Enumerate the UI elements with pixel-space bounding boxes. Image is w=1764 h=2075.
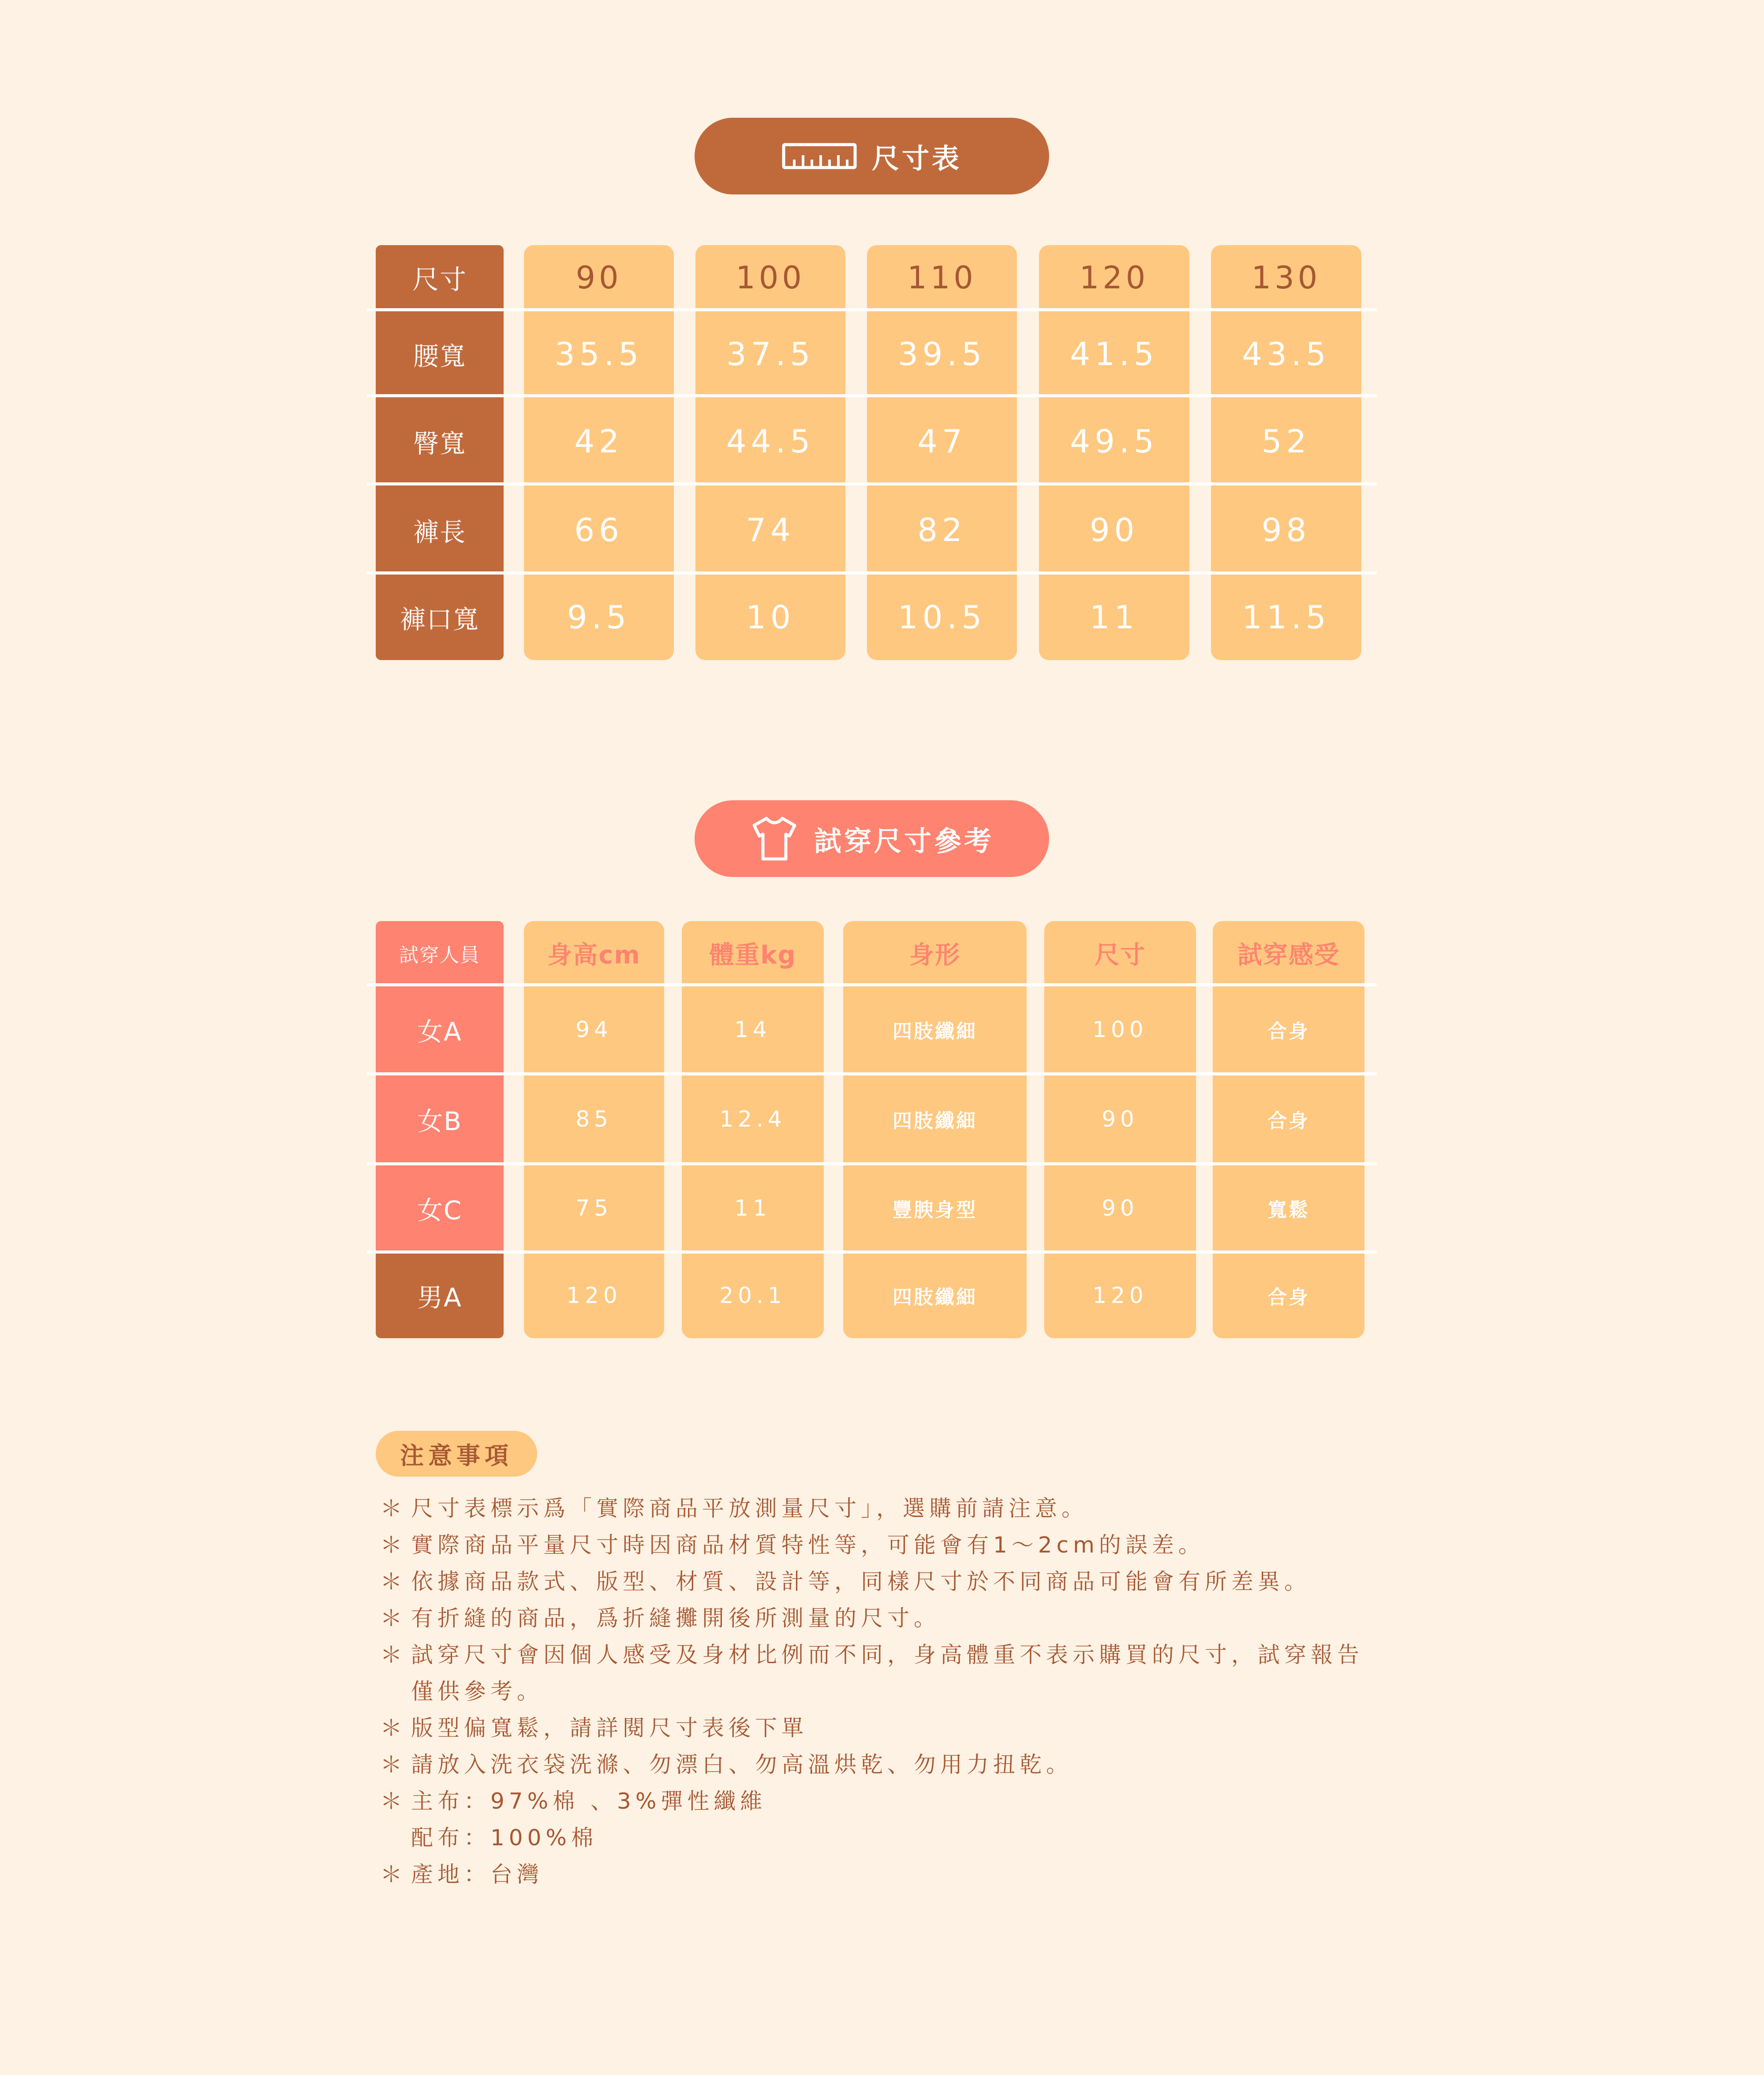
asterisk-icon: ＊ bbox=[380, 1788, 407, 1814]
note-item bbox=[380, 1747, 1394, 1783]
size-row-label: 褲長 bbox=[413, 517, 466, 547]
asterisk-icon: ＊ bbox=[380, 1496, 407, 1521]
note-line: 請放入洗衣袋洗滌、勿漂白、勿高溫烘乾、勿用力扭乾。 bbox=[411, 1752, 1073, 1777]
try-on-header-label: 試穿人員 bbox=[399, 944, 480, 967]
try-on-value-cell: 14 bbox=[734, 1017, 771, 1042]
note-item bbox=[380, 1783, 1394, 1856]
note-text bbox=[411, 1600, 940, 1637]
size-value-cell: 82 bbox=[917, 511, 967, 549]
note-line: 版型偏寬鬆，請詳閱尺寸表後下單 bbox=[411, 1715, 808, 1741]
note-item bbox=[380, 1710, 1394, 1747]
size-header-cell: 120 bbox=[1079, 260, 1149, 296]
try-on-value-cell: 寬鬆 bbox=[1267, 1199, 1310, 1221]
row-separator bbox=[367, 394, 1377, 397]
notes-title: 注意事項 bbox=[400, 1441, 513, 1470]
size-value-cell: 11.5 bbox=[1242, 599, 1330, 636]
size-value-cell: 10 bbox=[746, 599, 795, 636]
row-separator bbox=[367, 308, 1377, 311]
size-header-label: 尺寸 bbox=[412, 265, 467, 295]
asterisk-icon: ＊ bbox=[380, 1642, 407, 1668]
try-on-title-pill bbox=[695, 800, 1049, 877]
size-header-cell: 110 bbox=[907, 260, 977, 296]
try-on-value-cell: 豐腴身型 bbox=[893, 1199, 977, 1221]
try-on-value-cell: 四肢纖細 bbox=[893, 1110, 977, 1132]
try-on-title: 試穿尺寸參考 bbox=[814, 825, 994, 857]
try-on-value-cell: 75 bbox=[576, 1195, 613, 1221]
try-on-value-cell: 94 bbox=[576, 1017, 613, 1042]
size-value-cell: 47 bbox=[917, 423, 967, 460]
note-line: 依據商品款式、版型、材質、設計等，同樣尺寸於不同商品可能會有所差異。 bbox=[411, 1569, 1311, 1594]
size-value-cell: 9.5 bbox=[567, 599, 631, 636]
note-line: 產地：台灣 bbox=[411, 1862, 543, 1887]
size-value-cell: 39.5 bbox=[897, 335, 987, 373]
size-value-cell: 66 bbox=[574, 511, 624, 549]
size-value-cell: 37.5 bbox=[726, 335, 815, 373]
try-on-value-cell: 四肢纖細 bbox=[893, 1286, 977, 1309]
note-line: 實際商品平量尺寸時因商品材質特性等，可能會有1～2cm的誤差。 bbox=[411, 1532, 1205, 1558]
try-on-value-cell: 11 bbox=[734, 1195, 771, 1221]
note-item bbox=[380, 1600, 1394, 1637]
asterisk-icon: ＊ bbox=[380, 1532, 407, 1558]
size-header-cell: 90 bbox=[576, 260, 622, 296]
row-separator bbox=[367, 482, 1377, 485]
row-separator bbox=[367, 571, 1377, 575]
size-row-label: 臀寬 bbox=[413, 429, 466, 459]
row-separator bbox=[367, 1250, 1377, 1254]
try-on-value-cell: 100 bbox=[1092, 1017, 1148, 1042]
try-on-value-cell: 120 bbox=[1092, 1282, 1148, 1308]
note-text bbox=[411, 1564, 1311, 1600]
size-header-cell: 100 bbox=[736, 260, 805, 296]
size-value-cell: 42 bbox=[574, 423, 624, 460]
try-on-header-cell: 試穿感受 bbox=[1237, 940, 1340, 970]
try-on-row-label: 男A bbox=[417, 1282, 462, 1313]
try-on-value-cell: 合身 bbox=[1267, 1020, 1310, 1043]
try-on-value-cell: 合身 bbox=[1267, 1286, 1310, 1309]
size-chart-title-pill bbox=[695, 118, 1049, 194]
note-item bbox=[380, 1856, 1394, 1893]
note-line: 試穿尺寸會因個人感受及身材比例而不同，身高體重不表示購買的尺寸，試穿報告 bbox=[411, 1642, 1364, 1668]
try-on-header-cell: 體重kg bbox=[709, 940, 796, 970]
try-on-value-cell: 合身 bbox=[1267, 1110, 1310, 1132]
try-on-value-cell: 90 bbox=[1102, 1195, 1139, 1221]
note-text bbox=[411, 1710, 808, 1747]
try-on-value-cell: 12.4 bbox=[719, 1106, 786, 1132]
note-item bbox=[380, 1490, 1394, 1527]
note-text bbox=[411, 1856, 543, 1893]
try-on-value-cell: 85 bbox=[576, 1106, 613, 1132]
note-text bbox=[411, 1747, 1073, 1783]
try-on-header-cell: 身形 bbox=[909, 940, 960, 970]
row-separator bbox=[367, 1072, 1377, 1075]
size-value-cell: 90 bbox=[1089, 511, 1139, 549]
notes-title-badge bbox=[376, 1431, 537, 1477]
row-separator bbox=[367, 983, 1377, 986]
note-item bbox=[380, 1527, 1394, 1564]
size-value-cell: 43.5 bbox=[1242, 335, 1330, 373]
try-on-value-cell: 120 bbox=[566, 1282, 622, 1308]
note-item bbox=[380, 1637, 1394, 1710]
notes-list bbox=[380, 1490, 1394, 1893]
try-on-value-cell: 四肢纖細 bbox=[893, 1020, 977, 1043]
note-line: 配布：100%棉 bbox=[411, 1825, 598, 1851]
size-value-cell: 49.5 bbox=[1070, 423, 1159, 460]
size-value-cell: 35.5 bbox=[554, 335, 643, 373]
try-on-value-cell: 90 bbox=[1102, 1106, 1139, 1132]
try-on-row-label: 女C bbox=[417, 1195, 463, 1225]
size-value-cell: 52 bbox=[1261, 423, 1311, 460]
asterisk-icon: ＊ bbox=[380, 1862, 407, 1887]
size-value-cell: 11 bbox=[1089, 599, 1139, 636]
asterisk-icon: ＊ bbox=[380, 1752, 407, 1777]
asterisk-icon: ＊ bbox=[380, 1715, 407, 1741]
note-line: 尺寸表標示爲「實際商品平放測量尺寸」，選購前請注意。 bbox=[411, 1496, 1088, 1521]
note-item bbox=[380, 1564, 1394, 1600]
size-value-cell: 10.5 bbox=[897, 599, 987, 636]
try-on-row-label: 女B bbox=[417, 1106, 462, 1136]
row-separator bbox=[367, 1162, 1377, 1165]
note-text bbox=[411, 1527, 1205, 1564]
size-row-label: 腰寬 bbox=[413, 341, 466, 371]
asterisk-icon: ＊ bbox=[380, 1605, 407, 1631]
ruler-icon bbox=[782, 142, 857, 170]
size-value-cell: 41.5 bbox=[1070, 335, 1159, 373]
note-line: 僅供參考。 bbox=[411, 1679, 543, 1704]
size-value-cell: 44.5 bbox=[726, 423, 815, 460]
try-on-header-cell: 身高cm bbox=[547, 940, 641, 970]
size-header-cell: 130 bbox=[1251, 260, 1321, 296]
tshirt-icon bbox=[750, 816, 799, 862]
asterisk-icon: ＊ bbox=[380, 1569, 407, 1594]
note-text bbox=[411, 1783, 766, 1856]
note-line: 有折縫的商品，爲折縫攤開後所測量的尺寸。 bbox=[411, 1605, 940, 1631]
size-value-cell: 98 bbox=[1261, 511, 1311, 549]
size-row-label: 褲口寬 bbox=[400, 605, 479, 634]
note-text bbox=[411, 1637, 1364, 1710]
try-on-row-label: 女A bbox=[417, 1017, 462, 1047]
size-value-cell: 74 bbox=[746, 511, 795, 549]
try-on-header-cell: 尺寸 bbox=[1095, 940, 1146, 970]
size-chart-title: 尺寸表 bbox=[871, 142, 962, 175]
note-text bbox=[411, 1490, 1088, 1527]
note-line: 主布：97%棉 、3%彈性纖維 bbox=[411, 1788, 767, 1814]
try-on-value-cell: 20.1 bbox=[719, 1282, 786, 1308]
